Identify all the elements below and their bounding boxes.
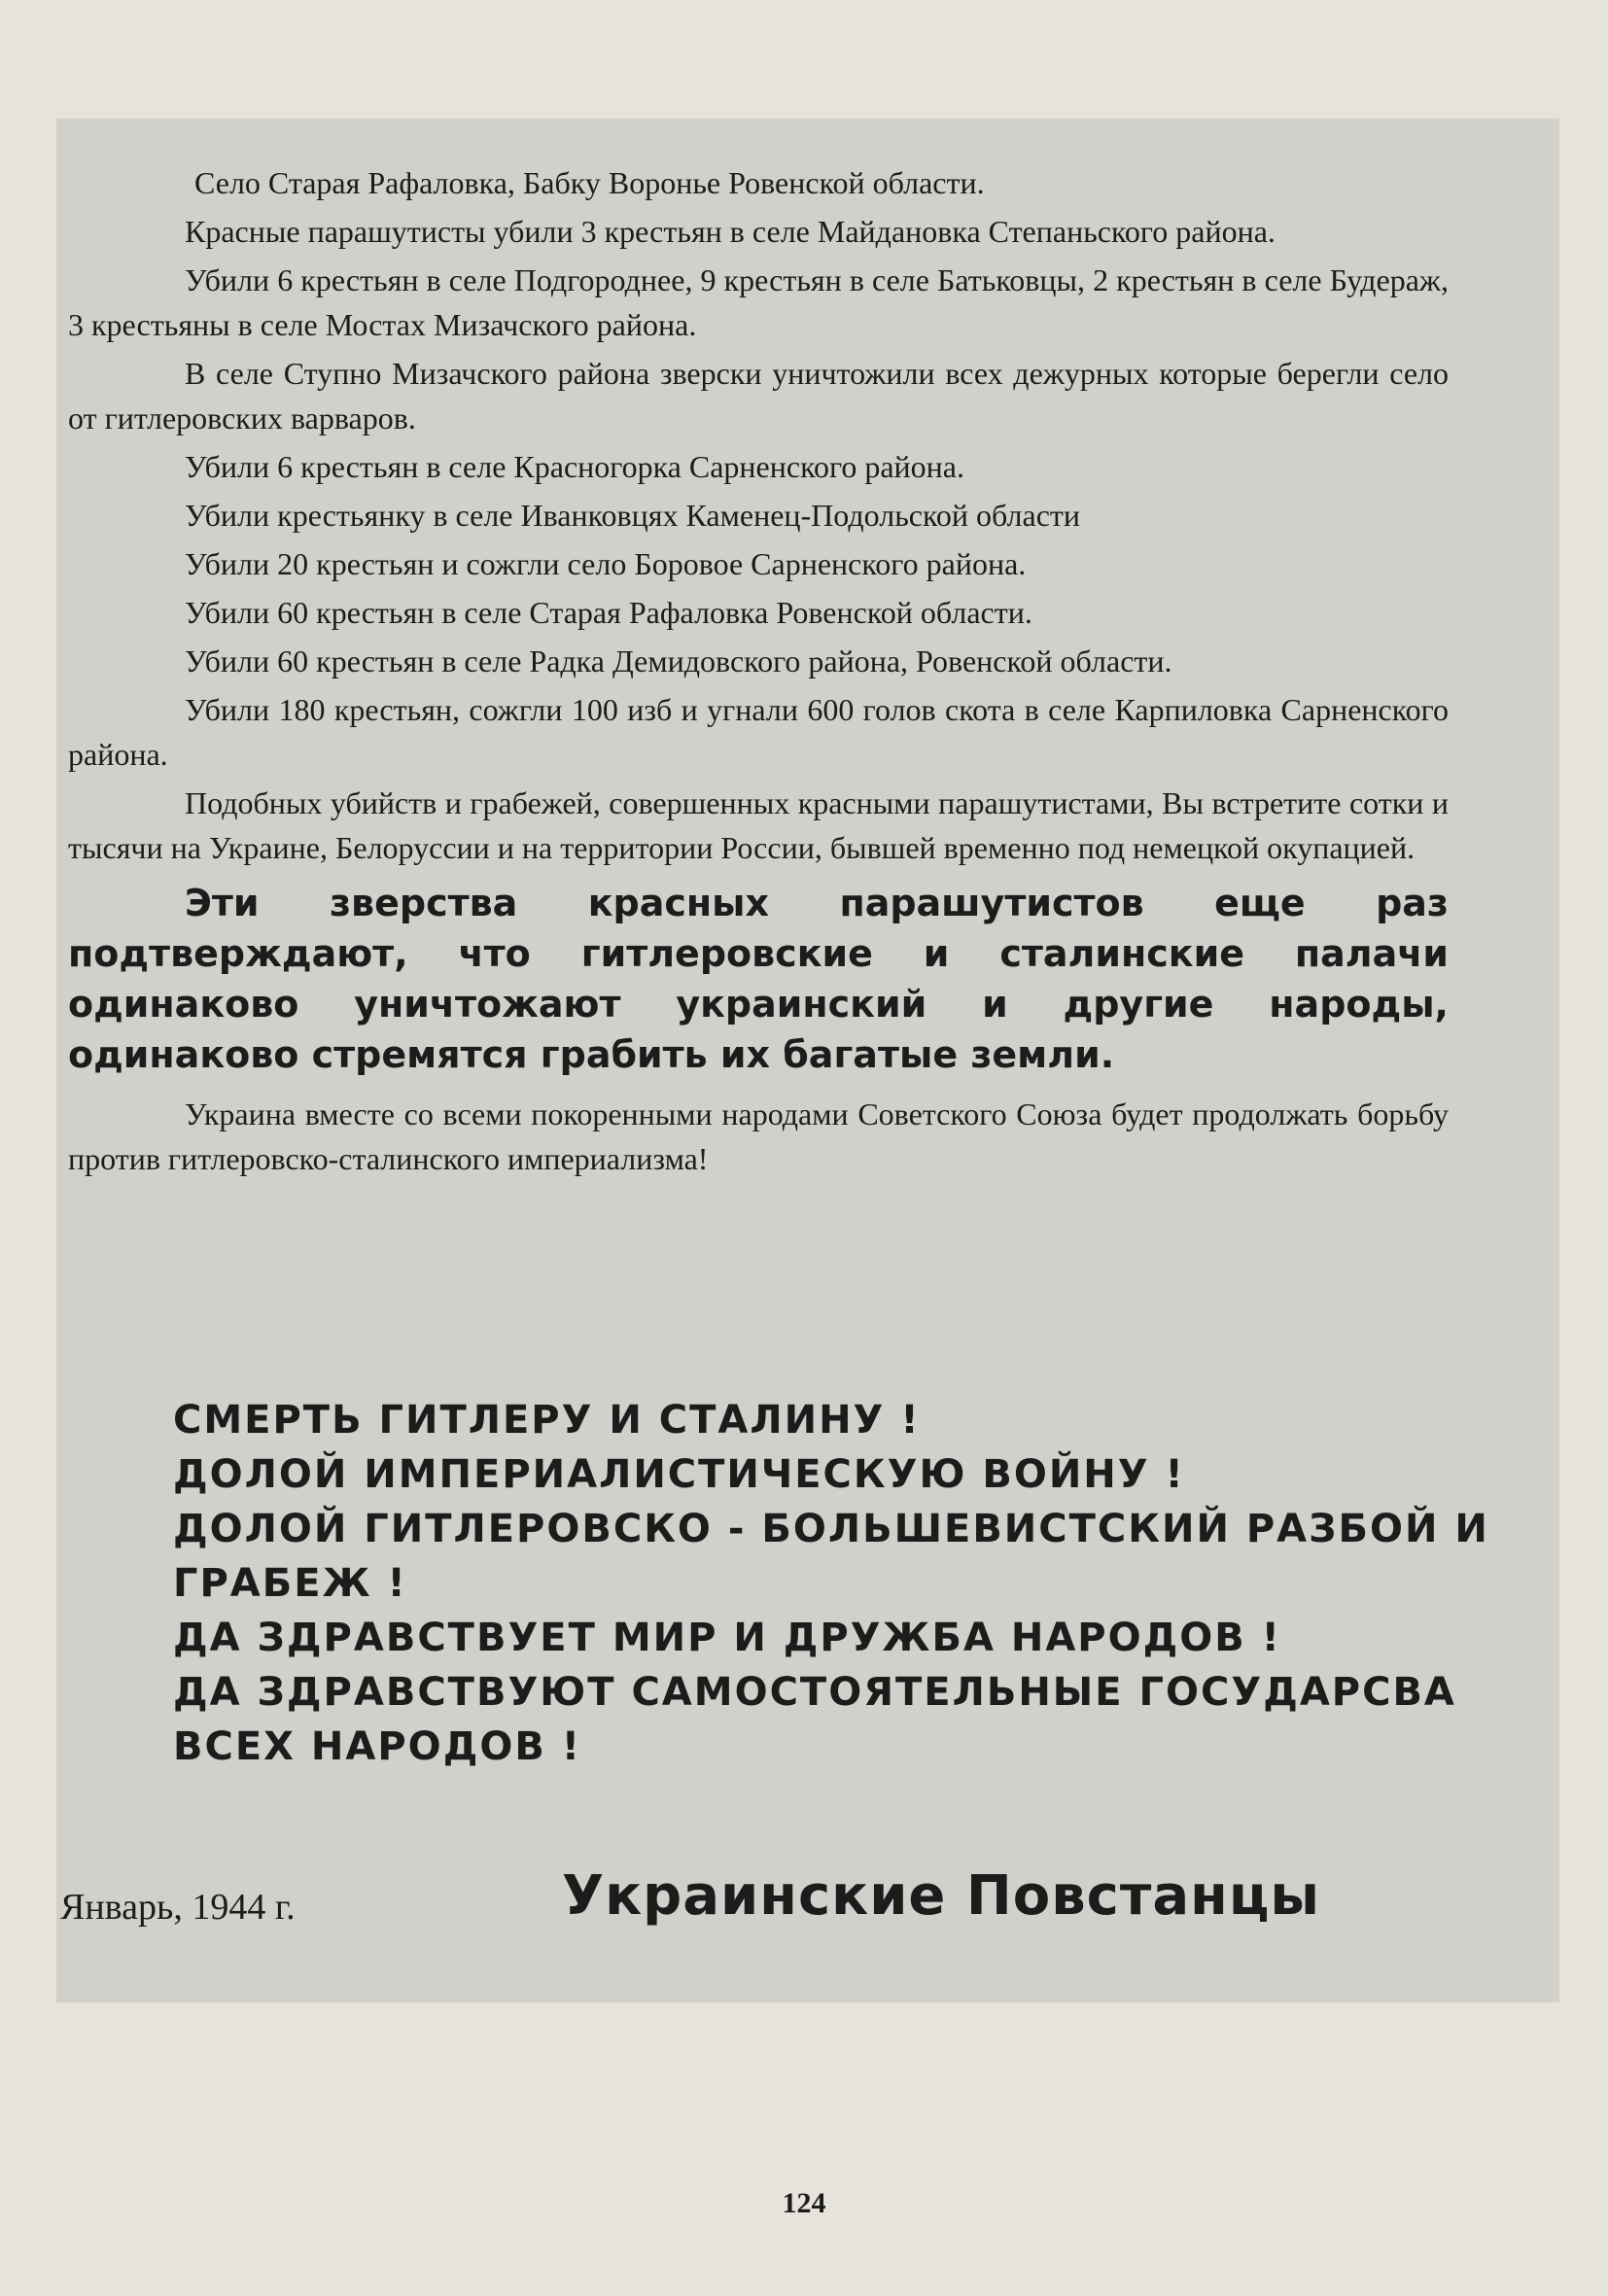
paragraph: Подобных убийств и грабежей, совершенных красными парашутистами, Вы встретите сотки и тысячи на Украине, Белоруссии и на территории России, бывшей временно под немецкой окупацией. — [68, 785, 1449, 865]
slogan: ДА ЗДРАВСТВУЮТ САМОСТОЯТЕЛЬНЫЕ ГОСУДАРСВА ВСЕХ НАРОДОВ ! — [173, 1670, 1456, 1769]
paragraph: В селе Ступно Мизачского района зверски уничтожили всех дежурных которые берегли село от гитлеровских варваров. — [68, 356, 1449, 435]
closing-paragraph: Украина вместе со всеми покоренными народами Советского Союза будет продолжать борьбу против гитлеровско-сталинского империализма! — [68, 1096, 1449, 1176]
paragraph: Село Старая Рафаловка, Бабку Воронье Ровенской области. — [194, 165, 985, 200]
page-number: 124 — [782, 2187, 826, 2219]
paragraph: Убили 60 крестьян в селе Радка Демидовского района, Ровенской области. — [185, 644, 1172, 678]
leaflet-date: Январь, 1944 г. — [60, 1887, 296, 1928]
slogan: ДОЛОЙ ИМПЕРИАЛИСТИЧЕСКУЮ ВОЙНУ ! — [173, 1452, 1185, 1497]
leaflet-body — [68, 160, 1449, 1185]
slogans-block — [173, 1393, 1495, 1774]
paragraph: Убили 6 крестьян в селе Красногорка Сарненского района. — [185, 449, 964, 484]
leaflet-signature: Украинские Повстанцы — [562, 1864, 1320, 1928]
paragraph: Убили 6 крестьян в селе Подгороднее, 9 крестьян в селе Батьковцы, 2 крестьян в селе Будераж, 3 крестьяны в селе Мостах Мизачского района. — [68, 262, 1449, 342]
paragraph: Убили 180 крестьян, сожгли 100 изб и угнали 600 голов скота в селе Карпиловка Сарненского района. — [68, 692, 1449, 772]
paragraph: Красные парашутисты убили 3 крестьян в селе Майдановка Степаньского района. — [185, 214, 1276, 249]
slogan: ДА ЗДРАВСТВУЕТ МИР И ДРУЖБА НАРОДОВ ! — [173, 1616, 1281, 1660]
paragraph: Убили крестьянку в селе Иванковцях Каменец-Подольской области — [185, 498, 1080, 533]
paragraph: Убили 20 крестьян и сожгли село Боровое Сарненского района. — [185, 546, 1027, 581]
bold-paragraph: Эти зверства красных парашутистов еще раз подтверждают, что гитлеровские и сталинские палачи одинаково уничтожают украинский и другие народы, одинаково стремятся грабить их багатые земли. — [68, 882, 1449, 1076]
slogan: ДОЛОЙ ГИТЛЕРОВСКО - БОЛЬШЕВИСТСКИЙ РАЗБОЙ И ГРАБЕЖ ! — [173, 1507, 1489, 1606]
paragraph: Убили 60 крестьян в селе Старая Рафаловка Ровенской области. — [185, 595, 1032, 630]
slogan: СМЕРТЬ ГИТЛЕРУ И СТАЛИНУ ! — [173, 1398, 921, 1443]
